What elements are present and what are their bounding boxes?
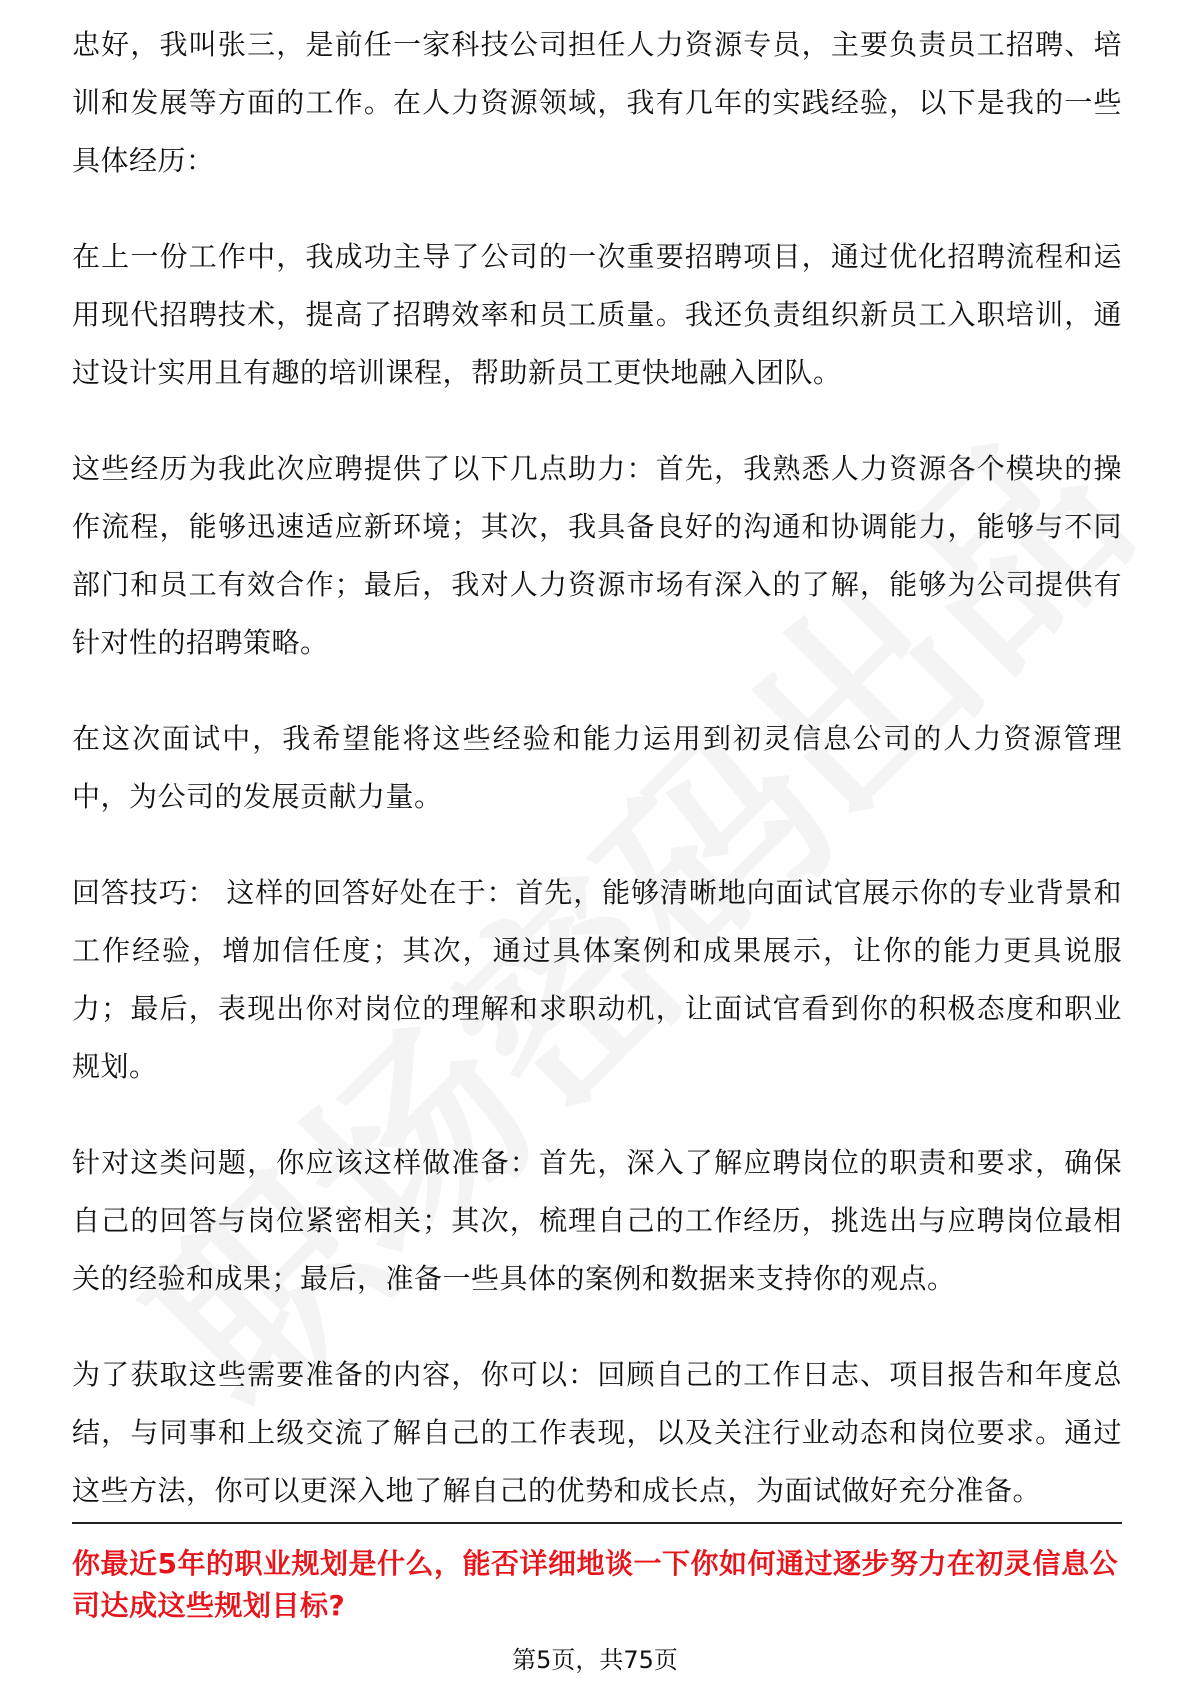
paragraph-strengths: 这些经历为我此次应聘提供了以下几点助力：首先，我熟悉人力资源各个模块的操作流程，能够迅速适应新环境；其次，我具备良好的沟通和协调能力，能够与不同部门和员工有效合作；最后，我对人力资源市场有深入的了解，能够为公司提供有针对性的招聘策略。	[72, 452, 1122, 659]
section-divider	[72, 1522, 1122, 1524]
paragraph-experience: 在上一份工作中，我成功主导了公司的一次重要招聘项目，通过优化招聘流程和运用现代招聘技术，提高了招聘效率和员工质量。我还负责组织新员工入职培训，通过设计实用且有趣的培训课程，帮助新员工更快地融入团队。	[72, 240, 1122, 389]
paragraph-sources: 为了获取这些需要准备的内容，你可以：回顾自己的工作日志、项目报告和年度总结，与同事和上级交流了解自己的工作表现，以及关注行业动态和岗位要求。通过这些方法，你可以更深入地了解自己的优势和成长点，为面试做好充分准备。	[72, 1358, 1122, 1507]
paragraph-goal: 在这次面试中，我希望能将这些经验和能力运用到初灵信息公司的人力资源管理中，为公司的发展贡献力量。	[72, 722, 1122, 813]
page-footer: 第5页，共75页	[512, 1646, 678, 1674]
next-question-heading: 你最近5年的职业规划是什么，能否详细地谈一下你如何通过逐步努力在初灵信息公司达成这些规划目标?	[72, 1547, 1118, 1622]
paragraph-intro: 忠好，我叫张三，是前任一家科技公司担任人力资源专员，主要负责员工招聘、培训和发展等方面的工作。在人力资源领域，我有几年的实践经验，以下是我的一些具体经历：	[72, 28, 1122, 177]
paragraph-answer-tips: 回答技巧： 这样的回答好处在于：首先，能够清晰地向面试官展示你的专业背景和工作经验，增加信任度；其次，通过具体案例和成果展示，让你的能力更具说服力；最后，表现出你对岗位的理解和求职动机，让面试官看到你的积极态度和职业规划。	[72, 876, 1122, 1083]
document-body	[72, 26, 1122, 1558]
paragraph-preparation: 针对这类问题，你应该这样做准备：首先，深入了解应聘岗位的职责和要求，确保自己的回答与岗位紧密相关；其次，梳理自己的工作经历，挑选出与应聘岗位最相关的经验和成果；最后，准备一些具体的案例和数据来支持你的观点。	[72, 1146, 1122, 1295]
